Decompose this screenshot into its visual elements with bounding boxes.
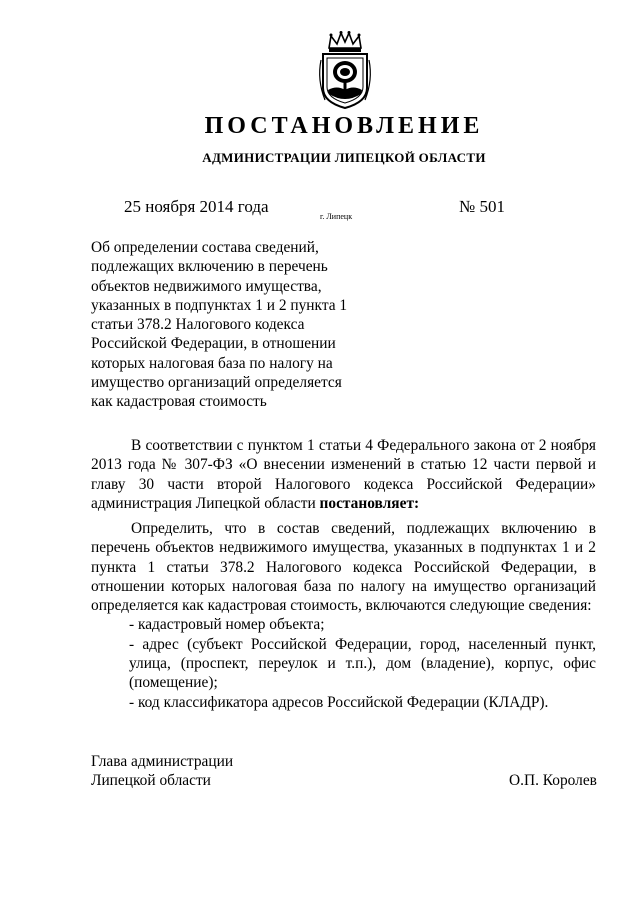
list-item: - код классификатора адресов Российской Федерации (КЛАДР). (129, 693, 549, 711)
list-item: - кадастровый номер объекта; (129, 616, 325, 634)
signatory-position-line: Глава администрации (91, 753, 234, 770)
signatory-position (91, 752, 233, 791)
heading-line: объектов недвижимого имущества, (91, 277, 322, 295)
document-title: ПОСТАНОВЛЕНИЕ (204, 113, 484, 139)
preamble-paragraph (91, 436, 596, 513)
signatory-name: О.П. Королев (509, 772, 597, 789)
decision-paragraph: Определить, что в состав сведений, подлежащих включению в перечень объектов недвижимого имущества, указанных в подпунктах 1 и 2 пункта 1 статьи 378.2 Налогового кодекса Российской Федерации, в отношении которых налоговая база по налогу на имущество организаций определяется как кадастровая стоимость, включаются следующие сведения: (91, 520, 596, 615)
heading-line: указанных в подпунктах 1 и 2 пункта 1 (91, 296, 348, 314)
heading-line: которых налоговая база по налогу на (91, 354, 333, 372)
heading-line: подлежащих включению в перечень (91, 258, 328, 276)
signatory-position-line: Липецкой области (91, 772, 211, 790)
heading-line: статьи 378.2 Налогового кодекса (91, 316, 305, 334)
document-heading (91, 238, 351, 412)
issuing-authority: АДМИНИСТРАЦИИ ЛИПЕЦКОЙ ОБЛАСТИ (202, 150, 486, 165)
heading-line: Российской Федерации, в отношении (91, 335, 336, 353)
coat-of-arms-emblem (315, 30, 375, 110)
document-city: г. Липецк (320, 212, 353, 221)
list-item: - адрес (субъект Российской Федерации, город, населенный пункт, улица, (проспект, переулок и т.п.), дом (владение), корпус, офис (помещение); (129, 635, 596, 692)
preamble-emphasis: постановляет: (319, 494, 420, 512)
decision-section (91, 519, 596, 712)
heading-line: имущество организаций определяется (91, 374, 342, 392)
heading-line: Об определении состава сведений, (91, 239, 319, 256)
preamble-text: В соответствии с пунктом 1 статьи 4 Федерального закона от 2 ноября 2013 года № 307-ФЗ «О внесении изменений в статью 12 части первой и главу 30 части второй Налогового кодекса Российской Федерации» администрация Липецкой области (91, 437, 596, 512)
heading-line: как кадастровая стоимость (91, 393, 267, 411)
document-date: 25 ноября 2014 года (124, 197, 269, 216)
document-number: № 501 (459, 197, 505, 216)
